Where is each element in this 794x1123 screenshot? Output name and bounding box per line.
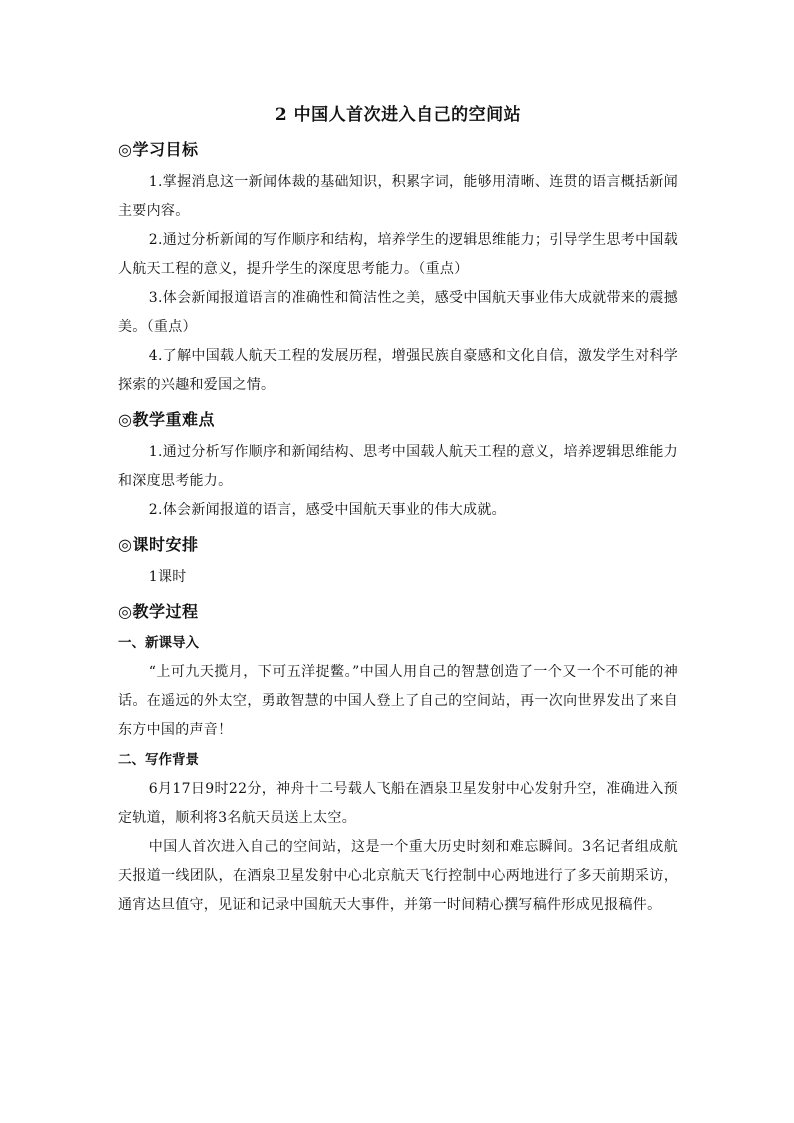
section-objectives — [118, 136, 678, 400]
objective-item-1: 1.掌握消息这一新闻体裁的基础知识，积累字词，能够用清晰、连贯的语言概括新闻主要内容。 — [118, 174, 678, 219]
page-title: 2 中国人首次进入自己的空间站 — [274, 105, 522, 125]
objective-item-3: 3.体会新闻报道语言的准确性和简洁性之美，感受中国航天事业伟大成就带来的震撼美。（重点） — [118, 290, 678, 335]
section-heading-objectives: ◎学习目标 — [118, 140, 199, 159]
document-page — [118, 100, 678, 920]
objective-item-4: 4.了解中国载人航天工程的发展历程，增强民族自豪感和文化自信，激发学生对科学探索的兴趣和爱国之情。 — [118, 348, 678, 393]
section-key-points — [118, 406, 678, 525]
background-paragraph-2: 中国人首次进入自己的空间站，这是一个重大历史时刻和难忘瞬间。3名记者组成航天报道一线团队，在酒泉卫星发射中心北京航天飞行控制中心两地进行了多天前期采访，通宵达旦值守，见证和记录中国航天大事件，并第一时间精心撰写稿件形成见报稿件。 — [118, 839, 678, 913]
section-heading-key-points: ◎教学重难点 — [118, 410, 215, 429]
schedule-text: 1课时 — [148, 569, 187, 585]
introduction-paragraph: “上可九天揽月，下可五洋捉鳖。”中国人用自己的智慧创造了一个又一个不可能的神话。在遥远的外太空，勇敢智慧的中国人登上了自己的空间站，再一次向世界发出了来自东方中国的声音！ — [118, 664, 678, 738]
background-paragraph-1: 6月17日9时22分，神舟十二号载人飞船在酒泉卫星发射中心发射升空，准确进入预定轨道，顺利将3名航天员送上太空。 — [118, 781, 678, 826]
section-process — [118, 598, 678, 920]
subheading-introduction: 一、新课导入 — [118, 635, 199, 651]
subheading-background: 二、写作背景 — [118, 752, 199, 768]
section-heading-schedule: ◎课时安排 — [118, 535, 199, 554]
key-point-item-1: 1.通过分析写作顺序和新闻结构、思考中国载人航天工程的意义，培养逻辑思维能力和深度思考能力。 — [118, 444, 678, 489]
key-point-item-2: 2.体会新闻报道的语言，感受中国航天事业的伟大成就。 — [148, 502, 506, 518]
section-schedule — [118, 531, 678, 592]
section-heading-process: ◎教学过程 — [118, 602, 199, 621]
objective-item-2: 2.通过分析新闻的写作顺序和结构，培养学生的逻辑思维能力；引导学生思考中国载人航天工程的意义，提升学生的深度思考能力。（重点） — [118, 232, 678, 277]
